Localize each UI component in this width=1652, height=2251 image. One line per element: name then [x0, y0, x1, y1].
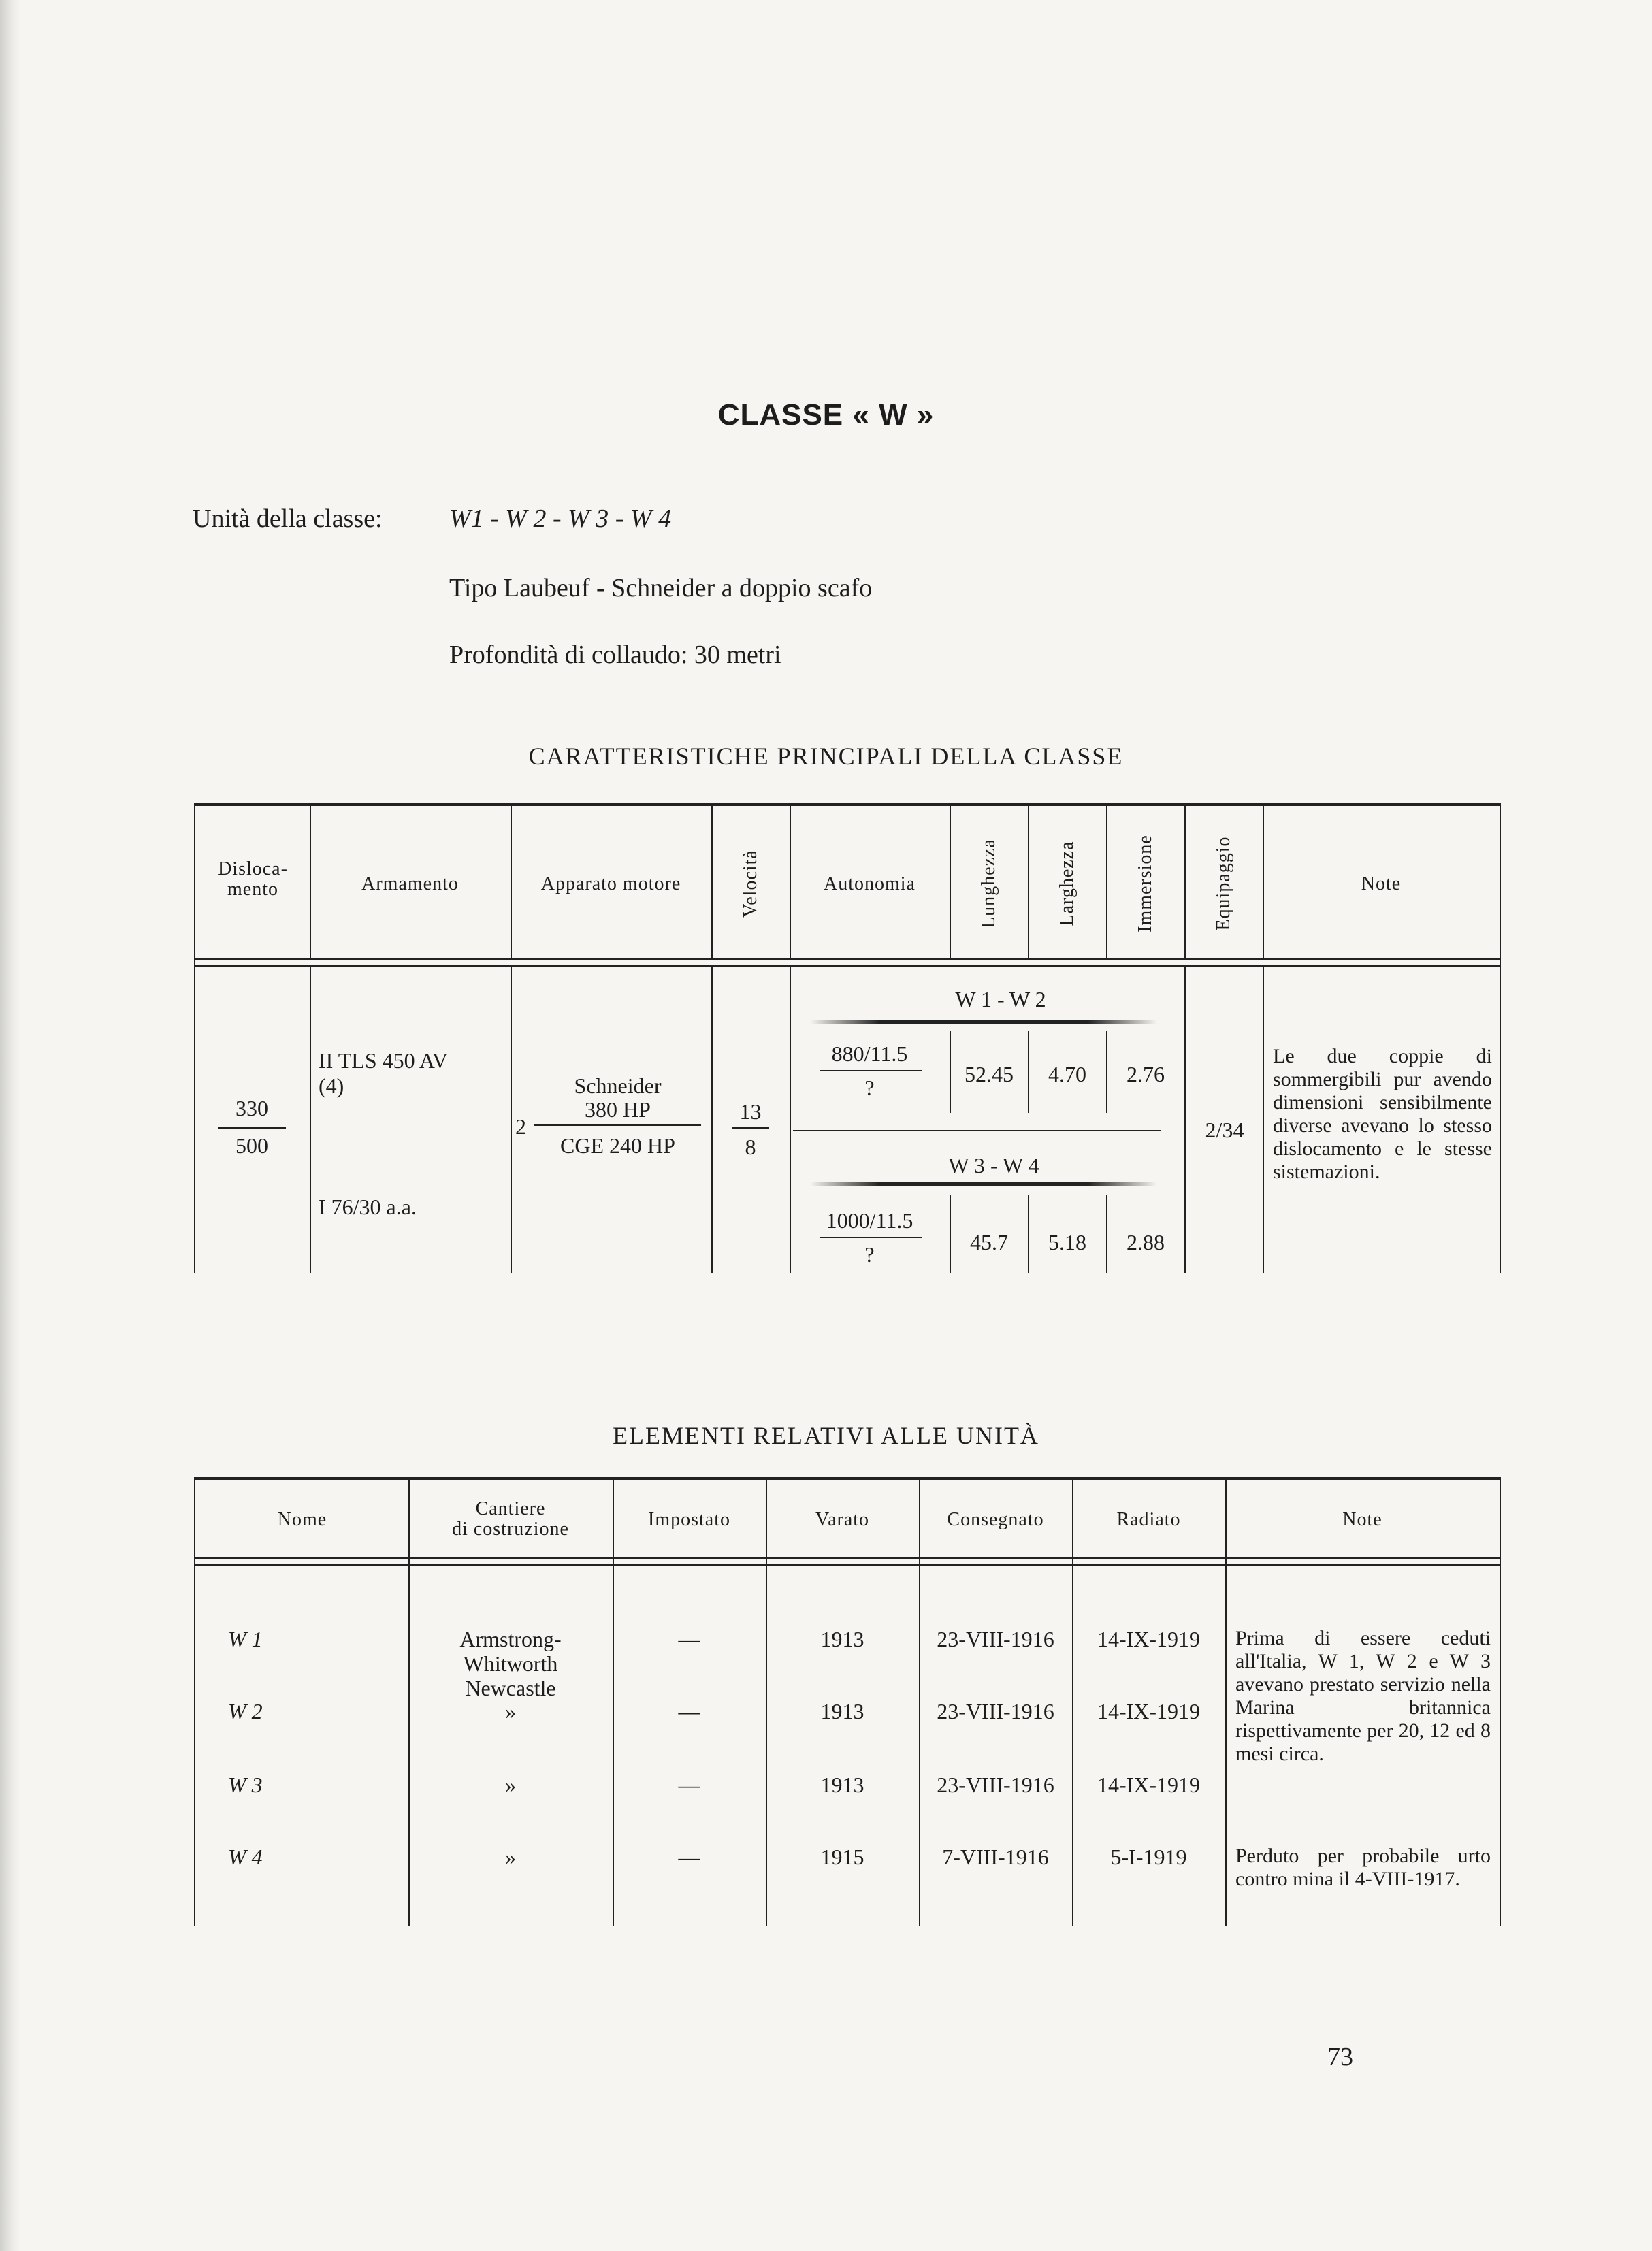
table2-note-w1-w3: Prima di essere ceduti all'Italia, W 1, W 2 e W 3 avevano prestato servizio nella Marina britannica rispettivamente per 20, 12 ed 8 mesi circa. [1235, 1627, 1491, 1765]
header-apparato: Apparato motore [540, 873, 681, 894]
g2-autonomy-submerged: ? [864, 1242, 875, 1267]
type-line: Tipo Laubeuf - Schneider a doppio scafo [449, 574, 873, 602]
depth-line: Profondità di collaudo: 30 metri [449, 641, 781, 669]
row-w1-radiato: 14-IX-1919 [1097, 1627, 1201, 1651]
units-list: W1 - W 2 - W 3 - W 4 [449, 504, 672, 533]
motor-line2: 380 HP [585, 1097, 651, 1122]
motor-line1: Schneider [574, 1073, 662, 1098]
row-w3-consegnato: 23-VIII-1916 [937, 1772, 1054, 1797]
group2-label: W 3 - W 4 [948, 1153, 1039, 1178]
g1-autonomy-surface: 880/11.5 [831, 1041, 908, 1066]
header-autonomia: Autonomia [824, 873, 916, 894]
arm-line2: (4) [319, 1073, 344, 1098]
row-w3-nome: W 3 [228, 1772, 263, 1797]
speed-submerged: 8 [745, 1135, 756, 1159]
motor-multiplier: 2 [515, 1114, 526, 1139]
header-immersione: Immersione [1135, 835, 1156, 933]
g2-autonomy-surface: 1000/11.5 [826, 1208, 913, 1233]
header-consegnato: Consegnato [947, 1509, 1044, 1530]
speed-surface: 13 [739, 1099, 762, 1124]
header-dislocamento: Disloca- mento [218, 858, 288, 900]
g1-draught: 2.76 [1127, 1062, 1165, 1086]
group1-brace [810, 1020, 1157, 1024]
arm-line3: I 76/30 a.a. [319, 1195, 417, 1219]
header-cantiere: Cantiere di costruzione [452, 1498, 569, 1540]
header-note2: Note [1342, 1509, 1382, 1530]
header-velocita: Velocità [740, 849, 761, 918]
page-number: 73 [1327, 2043, 1353, 2071]
motor-line3: CGE 240 HP [560, 1133, 675, 1158]
header-note: Note [1361, 873, 1402, 894]
header-armamento: Armamento [361, 873, 459, 894]
g2-draught: 2.88 [1127, 1230, 1165, 1254]
table1-caption: CARATTERISTICHE PRINCIPALI DELLA CLASSE [528, 743, 1124, 770]
table2-note-w4: Perduto per probabile urto contro mina il 4-VIII-1917. [1235, 1845, 1491, 1890]
header-larghezza: Larghezza [1056, 841, 1078, 926]
g1-width: 4.70 [1048, 1062, 1086, 1086]
row-w1-nome: W 1 [228, 1627, 263, 1651]
row-w2-radiato: 14-IX-1919 [1097, 1699, 1201, 1723]
group1-label: W 1 - W 2 [955, 987, 1046, 1011]
row-w1-consegnato: 23-VIII-1916 [937, 1627, 1054, 1651]
g2-length: 45.7 [970, 1230, 1008, 1254]
row-w1-varato: 1913 [820, 1627, 864, 1651]
g1-length: 52.45 [965, 1062, 1014, 1086]
row-w2-nome: W 2 [228, 1699, 263, 1723]
row-w2-consegnato: 23-VIII-1916 [937, 1699, 1054, 1723]
header-radiato: Radiato [1116, 1509, 1181, 1530]
row-w4-impostato: — [678, 1845, 700, 1869]
g2-width: 5.18 [1048, 1230, 1086, 1254]
row-w1-impostato: — [678, 1627, 700, 1651]
table2-caption: ELEMENTI RELATIVI ALLE UNITÀ [613, 1422, 1039, 1449]
row-w4-varato: 1915 [820, 1845, 864, 1869]
row-w3-impostato: — [678, 1772, 700, 1797]
page-title: CLASSE « W » [717, 398, 935, 432]
header-nome: Nome [277, 1509, 327, 1530]
disp-submerged: 500 [236, 1133, 268, 1158]
header-lunghezza: Lunghezza [978, 839, 999, 928]
g1-autonomy-submerged: ? [864, 1075, 875, 1100]
row-w2-varato: 1913 [820, 1699, 864, 1723]
row-w2-impostato: — [678, 1699, 700, 1723]
units-label: Unità della classe: [193, 504, 383, 533]
row-w1-cantiere: Armstrong- Whitworth Newcastle [459, 1627, 562, 1700]
arm-line1: II TLS 450 AV [319, 1048, 448, 1073]
page-edge-shadow [0, 0, 20, 2251]
row-w3-cantiere: » [505, 1772, 516, 1797]
row-w4-cantiere: » [505, 1845, 516, 1869]
header-varato: Varato [815, 1509, 870, 1530]
crew: 2/34 [1205, 1118, 1244, 1142]
row-w3-varato: 1913 [820, 1772, 864, 1797]
row-w2-cantiere: » [505, 1699, 516, 1723]
row-w4-consegnato: 7-VIII-1916 [942, 1845, 1049, 1869]
disp-surface: 330 [236, 1096, 268, 1120]
header-impostato: Impostato [648, 1509, 730, 1530]
row-w4-radiato: 5-I-1919 [1110, 1845, 1187, 1869]
group2-brace [810, 1182, 1157, 1186]
table1-note: Le due coppie di sommergibili pur avendo dimensioni sensibilmente diverse avevano lo stesso dislocamento e le stesse sistemazioni. [1273, 1045, 1492, 1183]
row-w3-radiato: 14-IX-1919 [1097, 1772, 1201, 1797]
row-w4-nome: W 4 [228, 1845, 263, 1869]
header-equipaggio: Equipaggio [1213, 836, 1234, 931]
